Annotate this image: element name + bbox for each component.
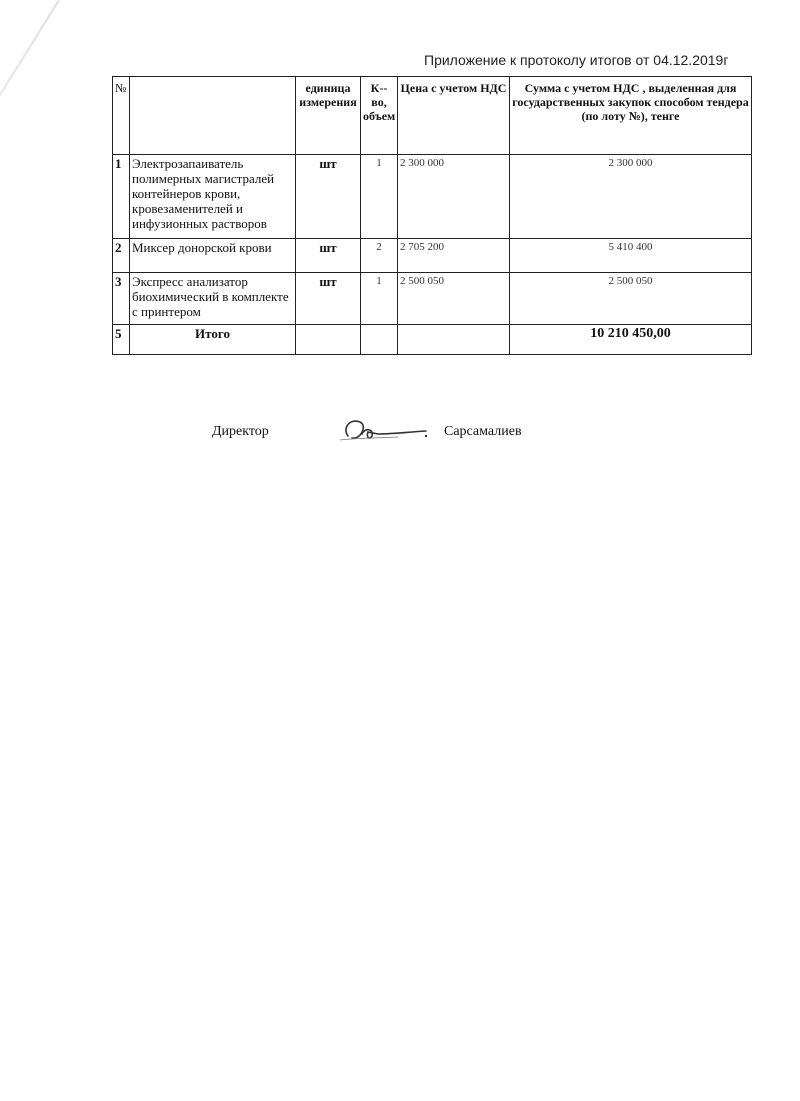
- row-unit: шт: [296, 239, 361, 273]
- director-title: Директор: [212, 424, 269, 439]
- row-name: Миксер донорской крови: [130, 239, 296, 273]
- table-header-row: [113, 77, 752, 155]
- total-label: Итого: [130, 325, 296, 355]
- table-row: [113, 273, 752, 325]
- table-row: [113, 155, 752, 239]
- row-sum: 5 410 400: [510, 239, 752, 273]
- total-price-empty: [398, 325, 510, 355]
- total-row: [113, 325, 752, 355]
- col-header-price: Цена с учетом НДС: [398, 77, 510, 155]
- row-sum: 2 300 000: [510, 155, 752, 239]
- director-name: Сарсамалиев: [444, 424, 522, 439]
- row-num: 1: [113, 155, 130, 239]
- signature-block: [0, 424, 800, 454]
- col-header-sum: Сумма с учетом НДС , выделенная для государственных закупок способом тендера (по лоту №), тенге: [510, 77, 752, 155]
- row-qty: 1: [361, 273, 398, 325]
- scan-artifact-line: [0, 0, 60, 179]
- table-row: [113, 239, 752, 273]
- items-table: [112, 76, 752, 355]
- col-header-unit: единица измерения: [296, 77, 361, 155]
- total-unit-empty: [296, 325, 361, 355]
- col-header-num: №: [113, 77, 130, 155]
- row-price: 2 300 000: [398, 155, 510, 239]
- row-sum: 2 500 050: [510, 273, 752, 325]
- row-unit: шт: [296, 273, 361, 325]
- row-num: 2: [113, 239, 130, 273]
- row-name: Экспресс анализатор биохимический в комплекте с принтером: [130, 273, 296, 325]
- protocol-note: Приложение к протоколу итогов от 04.12.2019г: [424, 52, 729, 68]
- signature-icon: [338, 414, 433, 446]
- row-price: 2 705 200: [398, 239, 510, 273]
- total-sum: 10 210 450,00: [510, 325, 752, 355]
- row-qty: 1: [361, 155, 398, 239]
- col-header-name: [130, 77, 296, 155]
- row-price: 2 500 050: [398, 273, 510, 325]
- row-name: Электрозапаиватель полимерных магистралей контейнеров крови, кровезаменителей и инфузионных растворов: [130, 155, 296, 239]
- total-num: 5: [113, 325, 130, 355]
- total-qty-empty: [361, 325, 398, 355]
- row-unit: шт: [296, 155, 361, 239]
- row-num: 3: [113, 273, 130, 325]
- row-qty: 2: [361, 239, 398, 273]
- col-header-qty: К-- во, объем: [361, 77, 398, 155]
